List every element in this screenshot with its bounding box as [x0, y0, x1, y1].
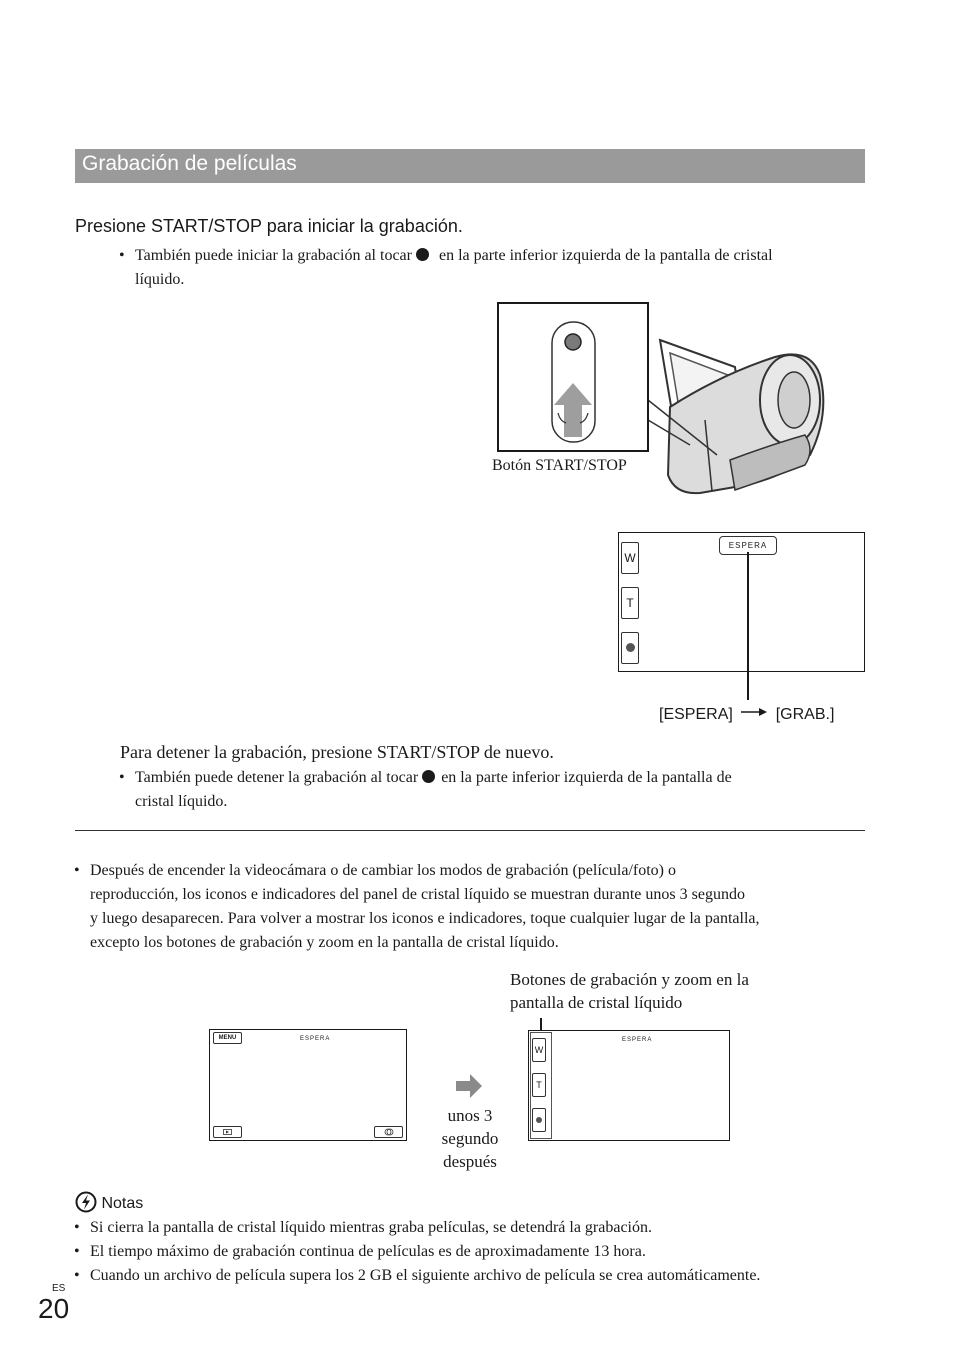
tip-line: excepto los botones de grabación y zoom en la pantalla de cristal líquido.	[90, 934, 559, 951]
note-text: El tiempo máximo de grabación continua de películas es de aproximadamente 13 hora.	[90, 1243, 646, 1260]
arrow-right-icon	[456, 1074, 482, 1098]
callout-line2: pantalla de cristal líquido	[510, 993, 683, 1012]
timing-label	[428, 1104, 512, 1173]
camera-mode-icon	[384, 1128, 394, 1136]
section-title: Grabación de películas	[82, 152, 297, 175]
list-item	[74, 1240, 884, 1264]
step1-heading: Presione START/STOP para iniciar la grabación.	[75, 216, 463, 236]
section-divider	[75, 830, 865, 831]
record-dot-icon	[416, 248, 429, 261]
status-from: [ESPERA]	[659, 706, 733, 723]
lcd-screen-with-icons	[209, 1029, 407, 1141]
step2-bullet	[119, 766, 879, 814]
timing-line3: después	[443, 1152, 497, 1171]
record-button[interactable]	[621, 632, 639, 664]
record-icon	[626, 643, 635, 652]
step2-bullet-text-a: También puede detener la grabación al tocar	[135, 769, 419, 786]
record-button[interactable]	[532, 1108, 546, 1132]
status-callout-line	[747, 552, 749, 700]
camera-mode-button[interactable]	[374, 1126, 403, 1138]
list-item	[74, 1264, 884, 1288]
bullet-dot: •	[119, 247, 125, 264]
tip-line: y luego desaparecen. Para volver a mostrar los iconos e indicadores, toque cualquier lugar de la pantalla,	[90, 910, 760, 927]
tip-line: Después de encender la videocámara o de cambiar los modos de grabación (película/foto) o	[90, 862, 676, 879]
record-dot-icon	[422, 770, 435, 783]
step1-bullet-text-c: líquido.	[135, 271, 185, 288]
step2-bullet-text-c: cristal líquido.	[135, 793, 228, 810]
status-transition-label	[659, 703, 834, 724]
lens	[778, 372, 810, 428]
status-indicator: ESPERA	[622, 1037, 653, 1043]
zoom-t-button[interactable]: T	[621, 587, 639, 619]
callout-line1: Botones de grabación y zoom en la	[510, 970, 749, 989]
section-header	[75, 149, 865, 183]
notes-list	[74, 1216, 884, 1288]
bullet-dot: •	[74, 1267, 80, 1284]
step1-bullet-text-a: También puede iniciar la grabación al tocar	[135, 247, 412, 264]
language-code: ES	[52, 1283, 66, 1294]
start-stop-button-label: Botón START/STOP	[492, 457, 627, 474]
zoom-w-button[interactable]: W	[532, 1038, 546, 1062]
bullet-dot: •	[74, 1219, 80, 1236]
zoom-w-button[interactable]: W	[621, 542, 639, 574]
zoom-t-button[interactable]: T	[532, 1073, 546, 1097]
timing-line1: unos 3	[447, 1106, 493, 1125]
page-number: 20	[38, 1293, 70, 1324]
bullet-dot: •	[74, 1243, 80, 1260]
notes-icon	[75, 1191, 97, 1213]
status-to: [GRAB.]	[775, 706, 835, 723]
arrow-right-icon	[741, 703, 767, 721]
play-icon	[223, 1129, 232, 1135]
list-item	[74, 1216, 884, 1240]
timing-line2: segundo	[441, 1129, 499, 1148]
status-indicator: ESPERA	[300, 1036, 331, 1042]
notes-heading	[75, 1191, 143, 1213]
bullet-dot: •	[74, 862, 80, 879]
tip-bullet	[74, 859, 874, 955]
note-text: Si cierra la pantalla de cristal líquido mientras graba películas, se detendrá la grabación.	[90, 1219, 652, 1236]
step2-heading: Para detener la grabación, presione START/STOP de nuevo.	[120, 742, 554, 762]
playback-button[interactable]	[213, 1126, 242, 1138]
menu-button[interactable]: MENU	[213, 1032, 242, 1044]
tip-line: reproducción, los iconos e indicadores del panel de cristal líquido se muestran durante unos 3 segundo	[90, 886, 745, 903]
bullet-dot: •	[119, 769, 125, 786]
lcd-screen-standby	[618, 532, 865, 672]
step1-bullet	[119, 244, 879, 292]
note-text: Cuando un archivo de película supera los 2 GB el siguiente archivo de película se crea automáticamente.	[90, 1267, 761, 1284]
record-icon	[536, 1117, 542, 1123]
buttons-callout	[510, 968, 749, 1014]
start-stop-button	[565, 334, 581, 350]
step2-bullet-text-b: en la parte inferior izquierda de la pantalla de	[441, 769, 732, 786]
status-indicator: ESPERA	[719, 536, 777, 555]
notes-heading-text: Notas	[101, 1195, 144, 1212]
step1-bullet-text-b: en la parte inferior izquierda de la pantalla de cristal	[438, 247, 773, 264]
lcd-screen-zoom-buttons	[528, 1030, 730, 1141]
